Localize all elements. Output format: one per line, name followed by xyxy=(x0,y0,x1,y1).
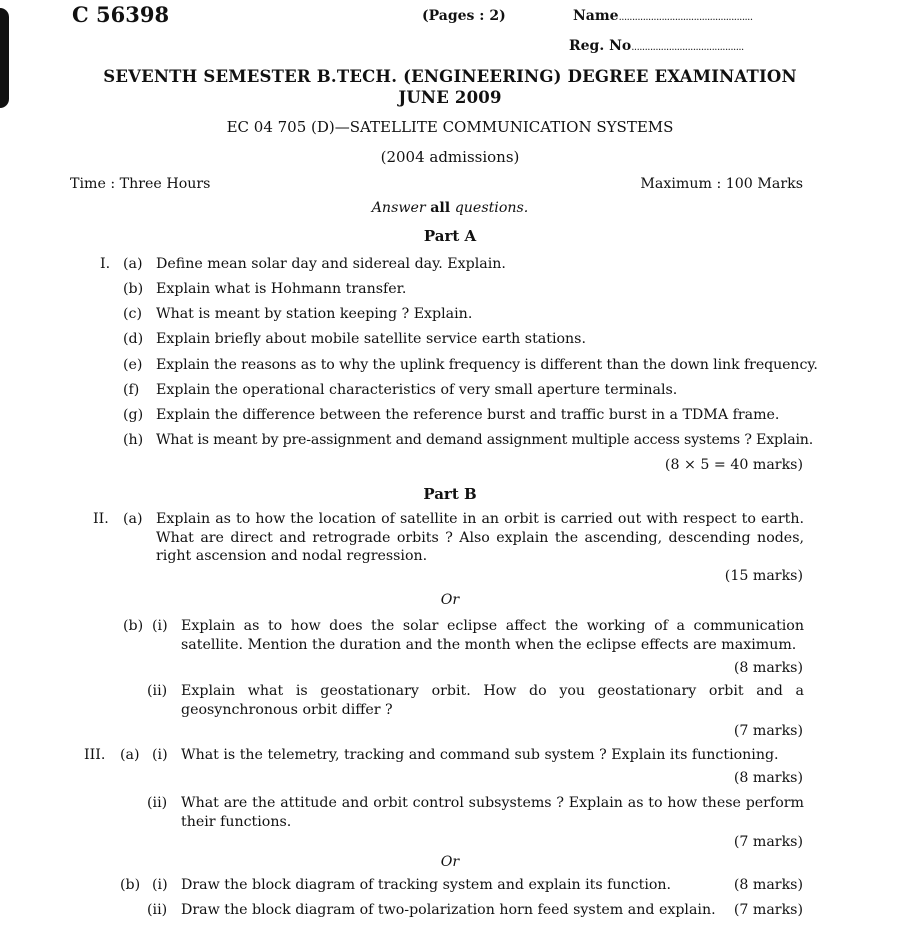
question-3b-i-label: (i) xyxy=(152,877,168,893)
question-text: Explain the difference between the reference burst and traffic burst in a TDMA frame. xyxy=(156,407,780,423)
question-3a-ii-marks: (7 marks) xyxy=(733,834,803,850)
question-text: Explain briefly about mobile satellite service earth stations. xyxy=(156,331,586,347)
time-allowed: Time : Three Hours xyxy=(70,176,211,192)
question-label: (h) xyxy=(123,432,144,448)
question-label: (a) xyxy=(123,256,143,272)
question-3a-ii-label: (ii) xyxy=(147,795,168,811)
admissions: (2004 admissions) xyxy=(380,148,520,166)
maximum-marks: Maximum : 100 Marks xyxy=(640,176,803,192)
question-3b-i-text: Draw the block diagram of tracking system and explain its function. xyxy=(181,877,672,893)
name-dots: .................................................. xyxy=(618,12,753,23)
question-text: Explain the reasons as to why the uplink frequency is different than the down link frequency. xyxy=(156,357,818,373)
question-2b-i-text: Explain as to how does the solar eclipse affect the working of a communication satellite. Mention the duration and the month when the eclipse effects are maximum. xyxy=(181,618,804,653)
question-2b-i-label: (i) xyxy=(152,618,168,634)
question-label: (b) xyxy=(123,281,144,297)
question-3a-label: (a) xyxy=(120,747,140,763)
question-text: Explain the operational characteristics of very small aperture terminals. xyxy=(156,382,678,398)
part-b-heading: Part B xyxy=(423,485,477,503)
name-field xyxy=(573,8,753,24)
instructions xyxy=(0,200,900,216)
question-2a-text: Explain as to how the location of satellite in an orbit is carried out with respect to earth. What are direct and retrograde orbits ? Also explain the ascending, descending nodes, right ascension and nodal regression. xyxy=(156,511,804,564)
question-3b-ii-text: Draw the block diagram of two-polarization horn feed system and explain. xyxy=(181,902,716,918)
question-1-number: I. xyxy=(100,256,111,272)
question-2b-ii-text: Explain what is geostationary orbit. How do you geostationary orbit and a geosynchronous orbit differ ? xyxy=(181,683,804,718)
regno-field xyxy=(569,38,744,54)
question-2b-label: (b) xyxy=(123,618,144,634)
question-2-number: II. xyxy=(93,511,109,527)
or-separator: Or xyxy=(440,854,460,870)
question-label: (f) xyxy=(123,382,140,398)
instruction-post: questions. xyxy=(454,200,529,216)
question-3a-ii-text: What are the attitude and orbit control subsystems ? Explain as to how these perform their functions. xyxy=(181,795,804,830)
question-text: What is meant by pre-assignment and demand assignment multiple access systems ? Explain. xyxy=(156,432,814,448)
question-label: (e) xyxy=(123,357,143,373)
regno-label: Reg. No xyxy=(569,38,632,54)
course-title: EC 04 705 (D)—SATELLITE COMMUNICATION SYSTEMS xyxy=(226,118,674,136)
question-2a-label: (a) xyxy=(123,511,143,527)
question-text: Define mean solar day and sidereal day. Explain. xyxy=(156,256,506,272)
question-2b-ii-label: (ii) xyxy=(147,683,168,699)
question-3a-i-label: (i) xyxy=(152,747,168,763)
question-label: (g) xyxy=(123,407,144,423)
question-text: Explain what is Hohmann transfer. xyxy=(156,281,407,297)
page-count: (Pages : 2) xyxy=(422,8,506,24)
question-paper-code: C 56398 xyxy=(72,2,170,27)
part-a-heading: Part A xyxy=(423,227,477,245)
exam-date: JUNE 2009 xyxy=(398,88,502,107)
name-label: Name xyxy=(573,8,619,24)
exam-title: SEVENTH SEMESTER B.TECH. (ENGINEERING) DEGREE EXAMINATION xyxy=(103,67,797,86)
question-label: (d) xyxy=(123,331,144,347)
question-3a-i-marks: (8 marks) xyxy=(733,770,803,786)
question-3b-ii-marks: (7 marks) xyxy=(733,902,803,918)
regno-dots: .......................................... xyxy=(631,42,744,53)
instruction-pre: Answer xyxy=(371,200,426,216)
question-3b-ii-label: (ii) xyxy=(147,902,168,918)
question-3-number: III. xyxy=(84,747,106,763)
question-label: (c) xyxy=(123,306,143,322)
or-separator: Or xyxy=(440,592,460,608)
question-2a-marks: (15 marks) xyxy=(724,568,803,584)
part-a-marks: (8 × 5 = 40 marks) xyxy=(664,457,803,473)
question-2b-ii-marks: (7 marks) xyxy=(733,723,803,739)
instruction-bold: all xyxy=(430,200,451,216)
question-3b-i-marks: (8 marks) xyxy=(733,877,803,893)
question-2b-i-marks: (8 marks) xyxy=(733,660,803,676)
question-text: What is meant by station keeping ? Explain. xyxy=(156,306,473,322)
question-3a-i-text: What is the telemetry, tracking and command sub system ? Explain its functioning. xyxy=(181,747,779,763)
question-3b-label: (b) xyxy=(120,877,141,893)
